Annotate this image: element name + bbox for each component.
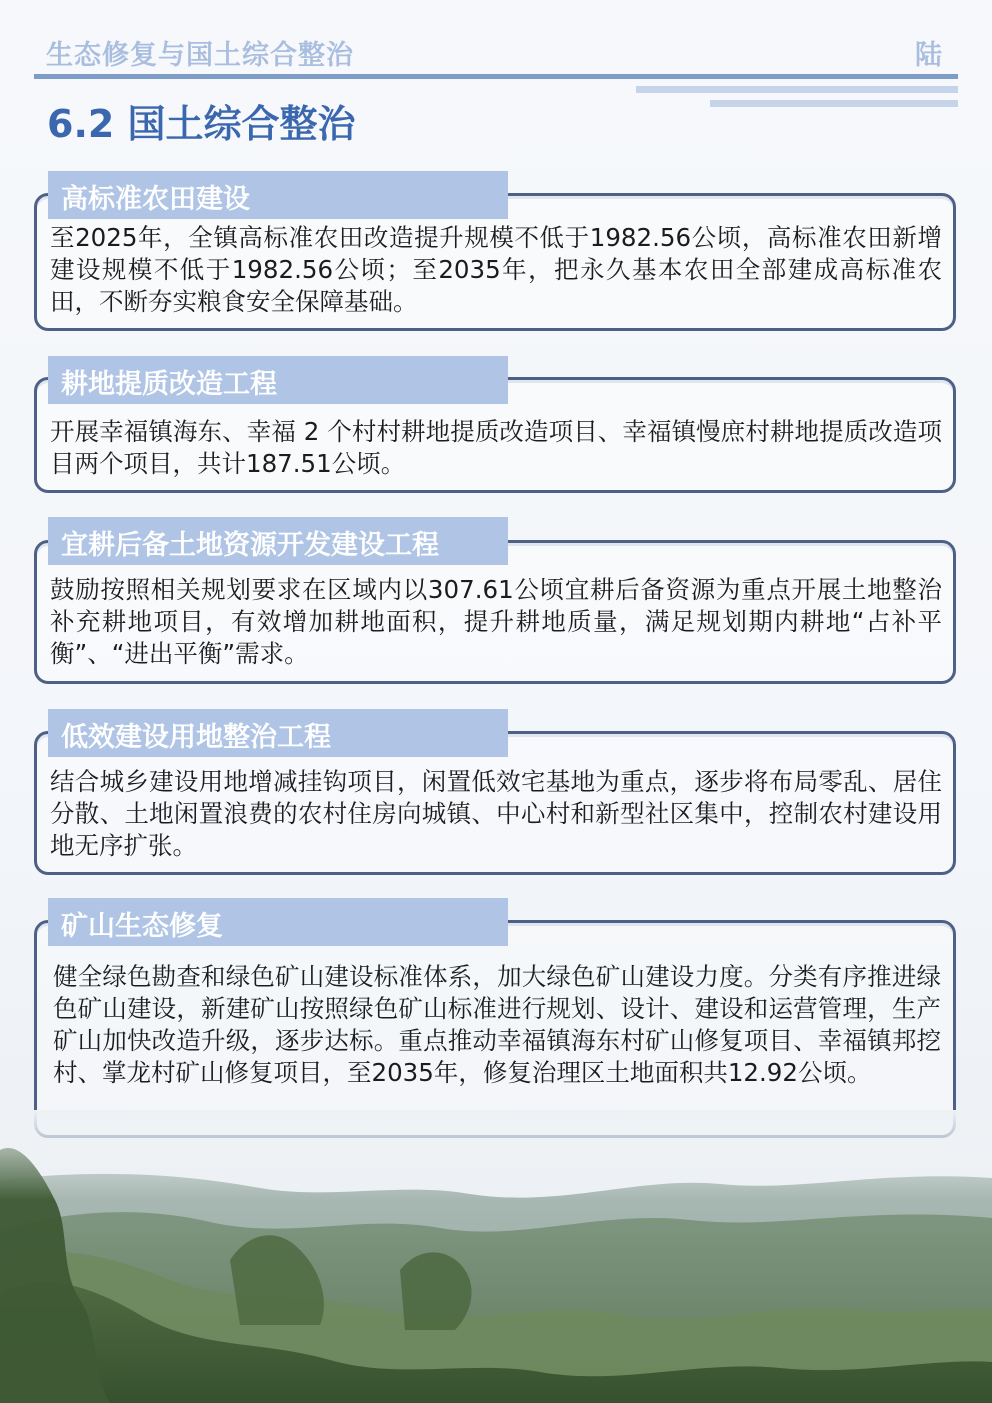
section-text: 开展幸福镇海东、幸福 2 个村村耕地提质改造项目、幸福镇慢庶村耕地提质改造项目两个项目，共计187.51公顷。 [50, 417, 942, 478]
section-text: 健全绿色勘查和绿色矿山建设标准体系，加大绿色矿山建设力度。分类有序推进绿色矿山建设，新建矿山按照绿色矿山标准进行规划、设计、建设和运营管理，生产矿山加快改造升级，逐步达标。重点推动幸福镇海东村矿山修复项目、幸福镇邦挖村、掌龙村矿山修复项目，至2035年，修复治理区土地面积共12.92公顷。 [53, 962, 941, 1087]
section-heading: 高标准农田建设 [48, 171, 508, 219]
section-text: 鼓励按照相关规划要求在区域内以307.61公顷宜耕后备资源为重点开展土地整治补充耕地项目，有效增加耕地面积，提升耕地质量，满足规划期内耕地“占补平衡”、“进出平衡”需求。 [50, 575, 942, 668]
section-heading: 宜耕后备土地资源开发建设工程 [48, 517, 508, 565]
mountain-landscape-illustration [0, 1110, 992, 1403]
running-title: 生态修复与国土综合整治 [46, 40, 354, 71]
section-heading: 低效建设用地整治工程 [48, 709, 508, 757]
chapter-mark: 陆 [915, 40, 942, 71]
section-text: 至2025年，全镇高标准农田改造提升规模不低于1982.56公顷，高标准农田新增建设规模不低于1982.56公顷；至2035年，把永久基本农田全部建成高标准农田，不断夯实粮食安全保障基础。 [50, 223, 942, 316]
page-header [0, 0, 992, 146]
header-stripe [710, 100, 958, 107]
section-heading: 矿山生态修复 [48, 898, 508, 946]
section-text: 结合城乡建设用地增减挂钩项目，闲置低效宅基地为重点，逐步将布局零乱、居住分散、土地闲置浪费的农村住房向城镇、中心村和新型社区集中，控制农村建设用地无序扩张。 [50, 767, 942, 860]
header-stripe [636, 86, 958, 93]
header-rule [34, 74, 958, 79]
section-title: 6.2 国土综合整治 [47, 102, 356, 146]
section-heading: 耕地提质改造工程 [48, 356, 508, 404]
